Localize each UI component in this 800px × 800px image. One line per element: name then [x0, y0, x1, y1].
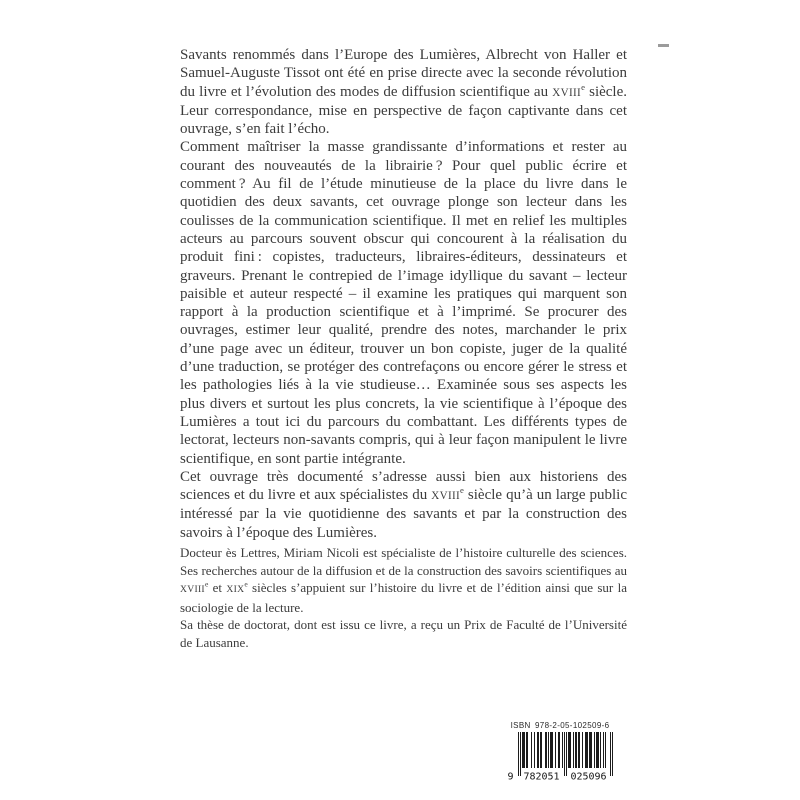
barcode-bars [518, 732, 613, 776]
barcode-digit-lead: 9 [507, 771, 514, 783]
barcode-digits-right: 025096 [570, 771, 607, 783]
ean13-barcode [507, 732, 613, 784]
author-bio-paragraph-1: Docteur ès Lettres, Miriam Nicoli est spécialiste de l’histoire culturelle des sciences. Ses recherches autour de la diffusion et de la construction des savoirs scientifiques au XVIIIe et XIXe siècles s’appuient sur l’histoire du livre et de l’édition ainsi que sur la sociologie de la lecture. [180, 545, 627, 615]
printer-dash-mark [658, 44, 669, 47]
blurb-paragraph-3: Cet ouvrage très documenté s’adresse aussi bien aux historiens des sciences et du livre et aux spécialistes du XVIIIe siècle qu’à un large public intéressé par la vie quotidienne des savants et par la construction des savoirs à l’époque des Lumières. [180, 468, 627, 541]
barcode-digits-left: 782051 [523, 771, 560, 783]
blurb-paragraph-1: Savants renommés dans l’Europe des Lumières, Albrecht von Haller et Samuel-Auguste Tissot ont été en prise directe avec la seconde révolution du livre et l’évolution des modes de diffusion scientifique au XVIIIe siècle. Leur correspondance, mise en perspective de façon captivante dans cet ouvrage, s’en fait l’écho. [180, 47, 627, 138]
author-bio [180, 544, 627, 652]
blurb-paragraph-2: Comment maîtriser la masse grandissante d’informations et rester au courant des nouveautés de la librairie ? Pour quel public écrire et comment ? Au fil de l’étude minutieuse de la place du livre dans le quotidien des deux savants, cet ouvrage plonge son lecteur dans les coulisses de la communication scientifique. Il met en relief les multiples acteurs au parcours souvent obscur qui concourent à la réalisation du produit fini : copistes, traducteurs, libraires-éditeurs, dessinateurs et graveurs. Prenant le contrepied de l’image idyllique du savant – lecteur paisible et auteur respecté – il examine les pratiques qui marquent son rapport à la production scientifique et à l’imprimé. Se procurer des ouvrages, estimer leur qualité, prendre des notes, marchander le prix d’une page avec un éditeur, trouver un bon copiste, juger de la qualité d’une traduction, se protéger des contrefaçons ou encore gérer le stress et les pathologies liés à la vie studieuse… Examinée sous ses aspects les plus divers et surtout les plus concrets, la vie scientifique à l’époque des Lumières a tout ici du parcours du combattant. Les différents types de lectorat, lecteurs non-savants compris, qui à leur façon manipulent le livre scientifique, en sont partie intégrante. [180, 139, 627, 467]
author-bio-paragraph-2: Sa thèse de doctorat, dont est issu ce livre, a reçu un Prix de Faculté de l’Université de Lausanne. [180, 617, 627, 650]
blurb [180, 46, 627, 542]
isbn-label: ISBN 978-2-05-102509-6 [510, 721, 610, 730]
